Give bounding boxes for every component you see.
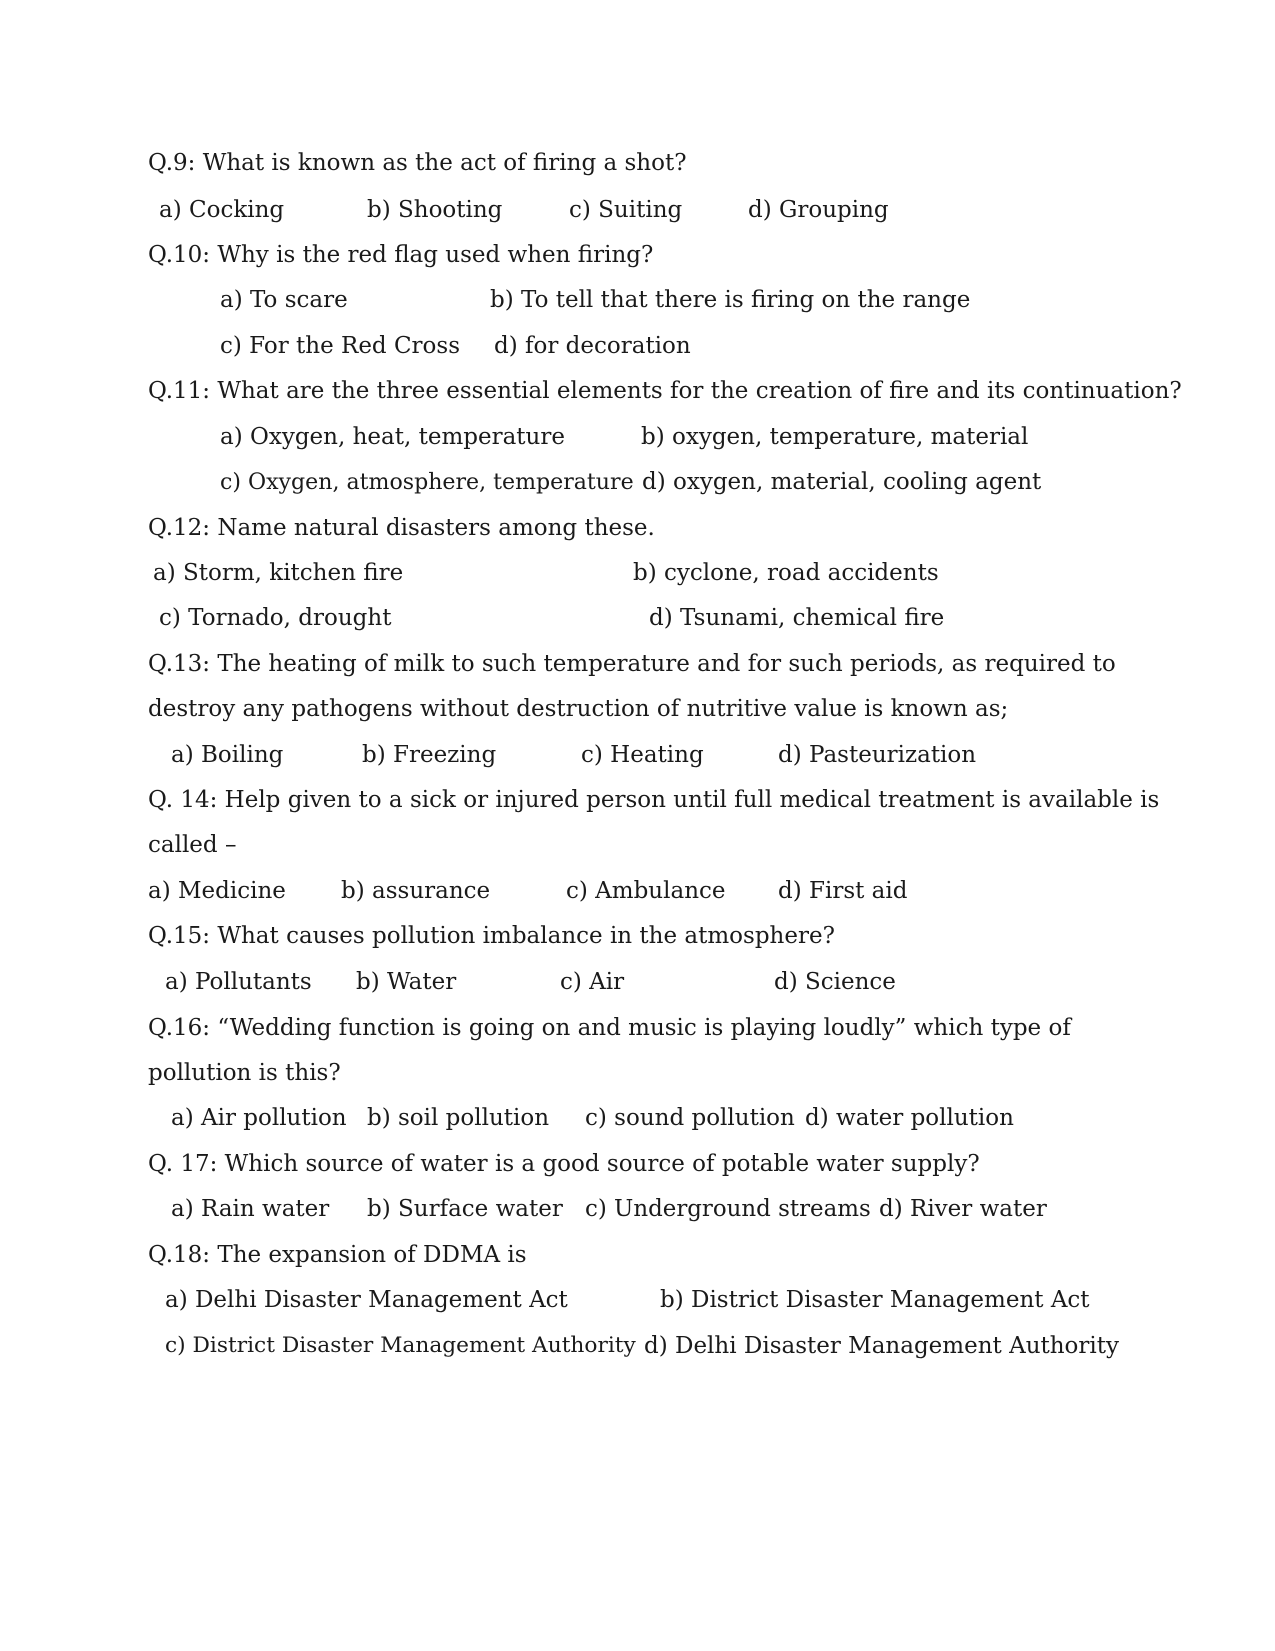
option-c: c) Tornado, drought: [159, 605, 392, 631]
question-text: Q.16: “Wedding function is going on and music is playing loudly” which type of: [148, 1015, 1071, 1041]
question-text: Q.10: Why is the red flag used when firing?: [148, 242, 654, 268]
question-text-continued: called –: [148, 832, 237, 858]
option-d: d) Science: [774, 969, 896, 995]
option-a: a) Delhi Disaster Management Act: [165, 1287, 568, 1313]
option-d: d) oxygen, material, cooling agent: [642, 469, 1042, 495]
option-b: b) Water: [356, 969, 457, 995]
question-14: [0, 784, 1275, 816]
option-a: a) Boiling: [171, 742, 284, 768]
option-d: d) Delhi Disaster Management Authority: [644, 1333, 1119, 1359]
option-a: a) Air pollution: [171, 1105, 347, 1131]
question-text: Q.12: Name natural disasters among these.: [148, 515, 655, 541]
question-17: [0, 1148, 1275, 1180]
question-15-options: [0, 966, 1275, 998]
option-b: b) To tell that there is firing on the range: [490, 287, 971, 313]
question-10-options-row-1: [0, 284, 1275, 316]
question-15: [0, 920, 1275, 952]
question-text: Q. 14: Help given to a sick or injured person until full medical treatment is available is: [148, 787, 1160, 813]
option-c: c) Air: [560, 969, 625, 995]
option-b: b) soil pollution: [367, 1105, 550, 1131]
option-b: b) Freezing: [362, 742, 497, 768]
question-11: [0, 375, 1275, 407]
question-18-options-row-1: [0, 1284, 1275, 1316]
option-c: c) For the Red Cross: [220, 333, 461, 359]
question-13-options: [0, 739, 1275, 771]
option-a: a) Pollutants: [165, 969, 312, 995]
option-b: b) Shooting: [367, 197, 503, 223]
option-a: a) Cocking: [159, 197, 285, 223]
option-d: d) Pasteurization: [778, 742, 977, 768]
option-c: c) Underground streams: [585, 1196, 871, 1222]
question-13-continued: [0, 693, 1275, 725]
option-d: d) Tsunami, chemical fire: [649, 605, 945, 631]
option-c: c) sound pollution: [585, 1105, 795, 1131]
option-d: d) for decoration: [494, 333, 691, 359]
question-16-continued: [0, 1057, 1275, 1089]
option-c: c) Ambulance: [566, 878, 726, 904]
question-17-options: [0, 1193, 1275, 1225]
question-text: Q.11: What are the three essential elements for the creation of fire and its continuation?: [148, 378, 1182, 404]
question-text: Q.18: The expansion of DDMA is: [148, 1242, 527, 1268]
option-b: b) oxygen, temperature, material: [641, 424, 1029, 450]
option-a: a) Rain water: [171, 1196, 330, 1222]
question-12-options-row-1: [0, 557, 1275, 589]
question-text-continued: pollution is this?: [148, 1060, 341, 1086]
question-11-options-row-2: [0, 466, 1275, 498]
question-text: Q.15: What causes pollution imbalance in the atmosphere?: [148, 923, 835, 949]
question-text: Q.13: The heating of milk to such temperature and for such periods, as required to: [148, 651, 1116, 677]
question-16: [0, 1012, 1275, 1044]
option-b: b) District Disaster Management Act: [660, 1287, 1090, 1313]
option-d: d) River water: [879, 1196, 1047, 1222]
question-12-options-row-2: [0, 602, 1275, 634]
question-9: [0, 147, 1275, 179]
question-16-options: [0, 1102, 1275, 1134]
option-c: c) Heating: [581, 742, 704, 768]
option-d: d) First aid: [778, 878, 908, 904]
option-b: b) cyclone, road accidents: [633, 560, 939, 586]
option-c: c) District Disaster Management Authority: [165, 1333, 636, 1358]
question-14-options: [0, 875, 1275, 907]
option-c: c) Suiting: [569, 197, 683, 223]
question-13: [0, 648, 1275, 680]
option-c: c) Oxygen, atmosphere, temperature: [220, 469, 634, 495]
option-d: d) Grouping: [748, 197, 889, 223]
question-text-continued: destroy any pathogens without destruction of nutritive value is known as;: [148, 696, 1009, 722]
option-d: d) water pollution: [805, 1105, 1014, 1131]
option-b: b) assurance: [341, 878, 491, 904]
option-a: a) Oxygen, heat, temperature: [220, 424, 565, 450]
option-a: a) Medicine: [148, 878, 286, 904]
question-18-options-row-2: [0, 1330, 1275, 1362]
question-text: Q. 17: Which source of water is a good source of potable water supply?: [148, 1151, 980, 1177]
question-18: [0, 1239, 1275, 1271]
option-b: b) Surface water: [367, 1196, 563, 1222]
question-10: [0, 239, 1275, 271]
question-12: [0, 512, 1275, 544]
option-a: a) To scare: [220, 287, 348, 313]
question-text: Q.9: What is known as the act of firing a shot?: [148, 150, 687, 176]
question-11-options-row-1: [0, 421, 1275, 453]
option-a: a) Storm, kitchen fire: [153, 560, 404, 586]
question-14-continued: [0, 829, 1275, 861]
question-9-options: [0, 194, 1275, 226]
question-10-options-row-2: [0, 330, 1275, 362]
